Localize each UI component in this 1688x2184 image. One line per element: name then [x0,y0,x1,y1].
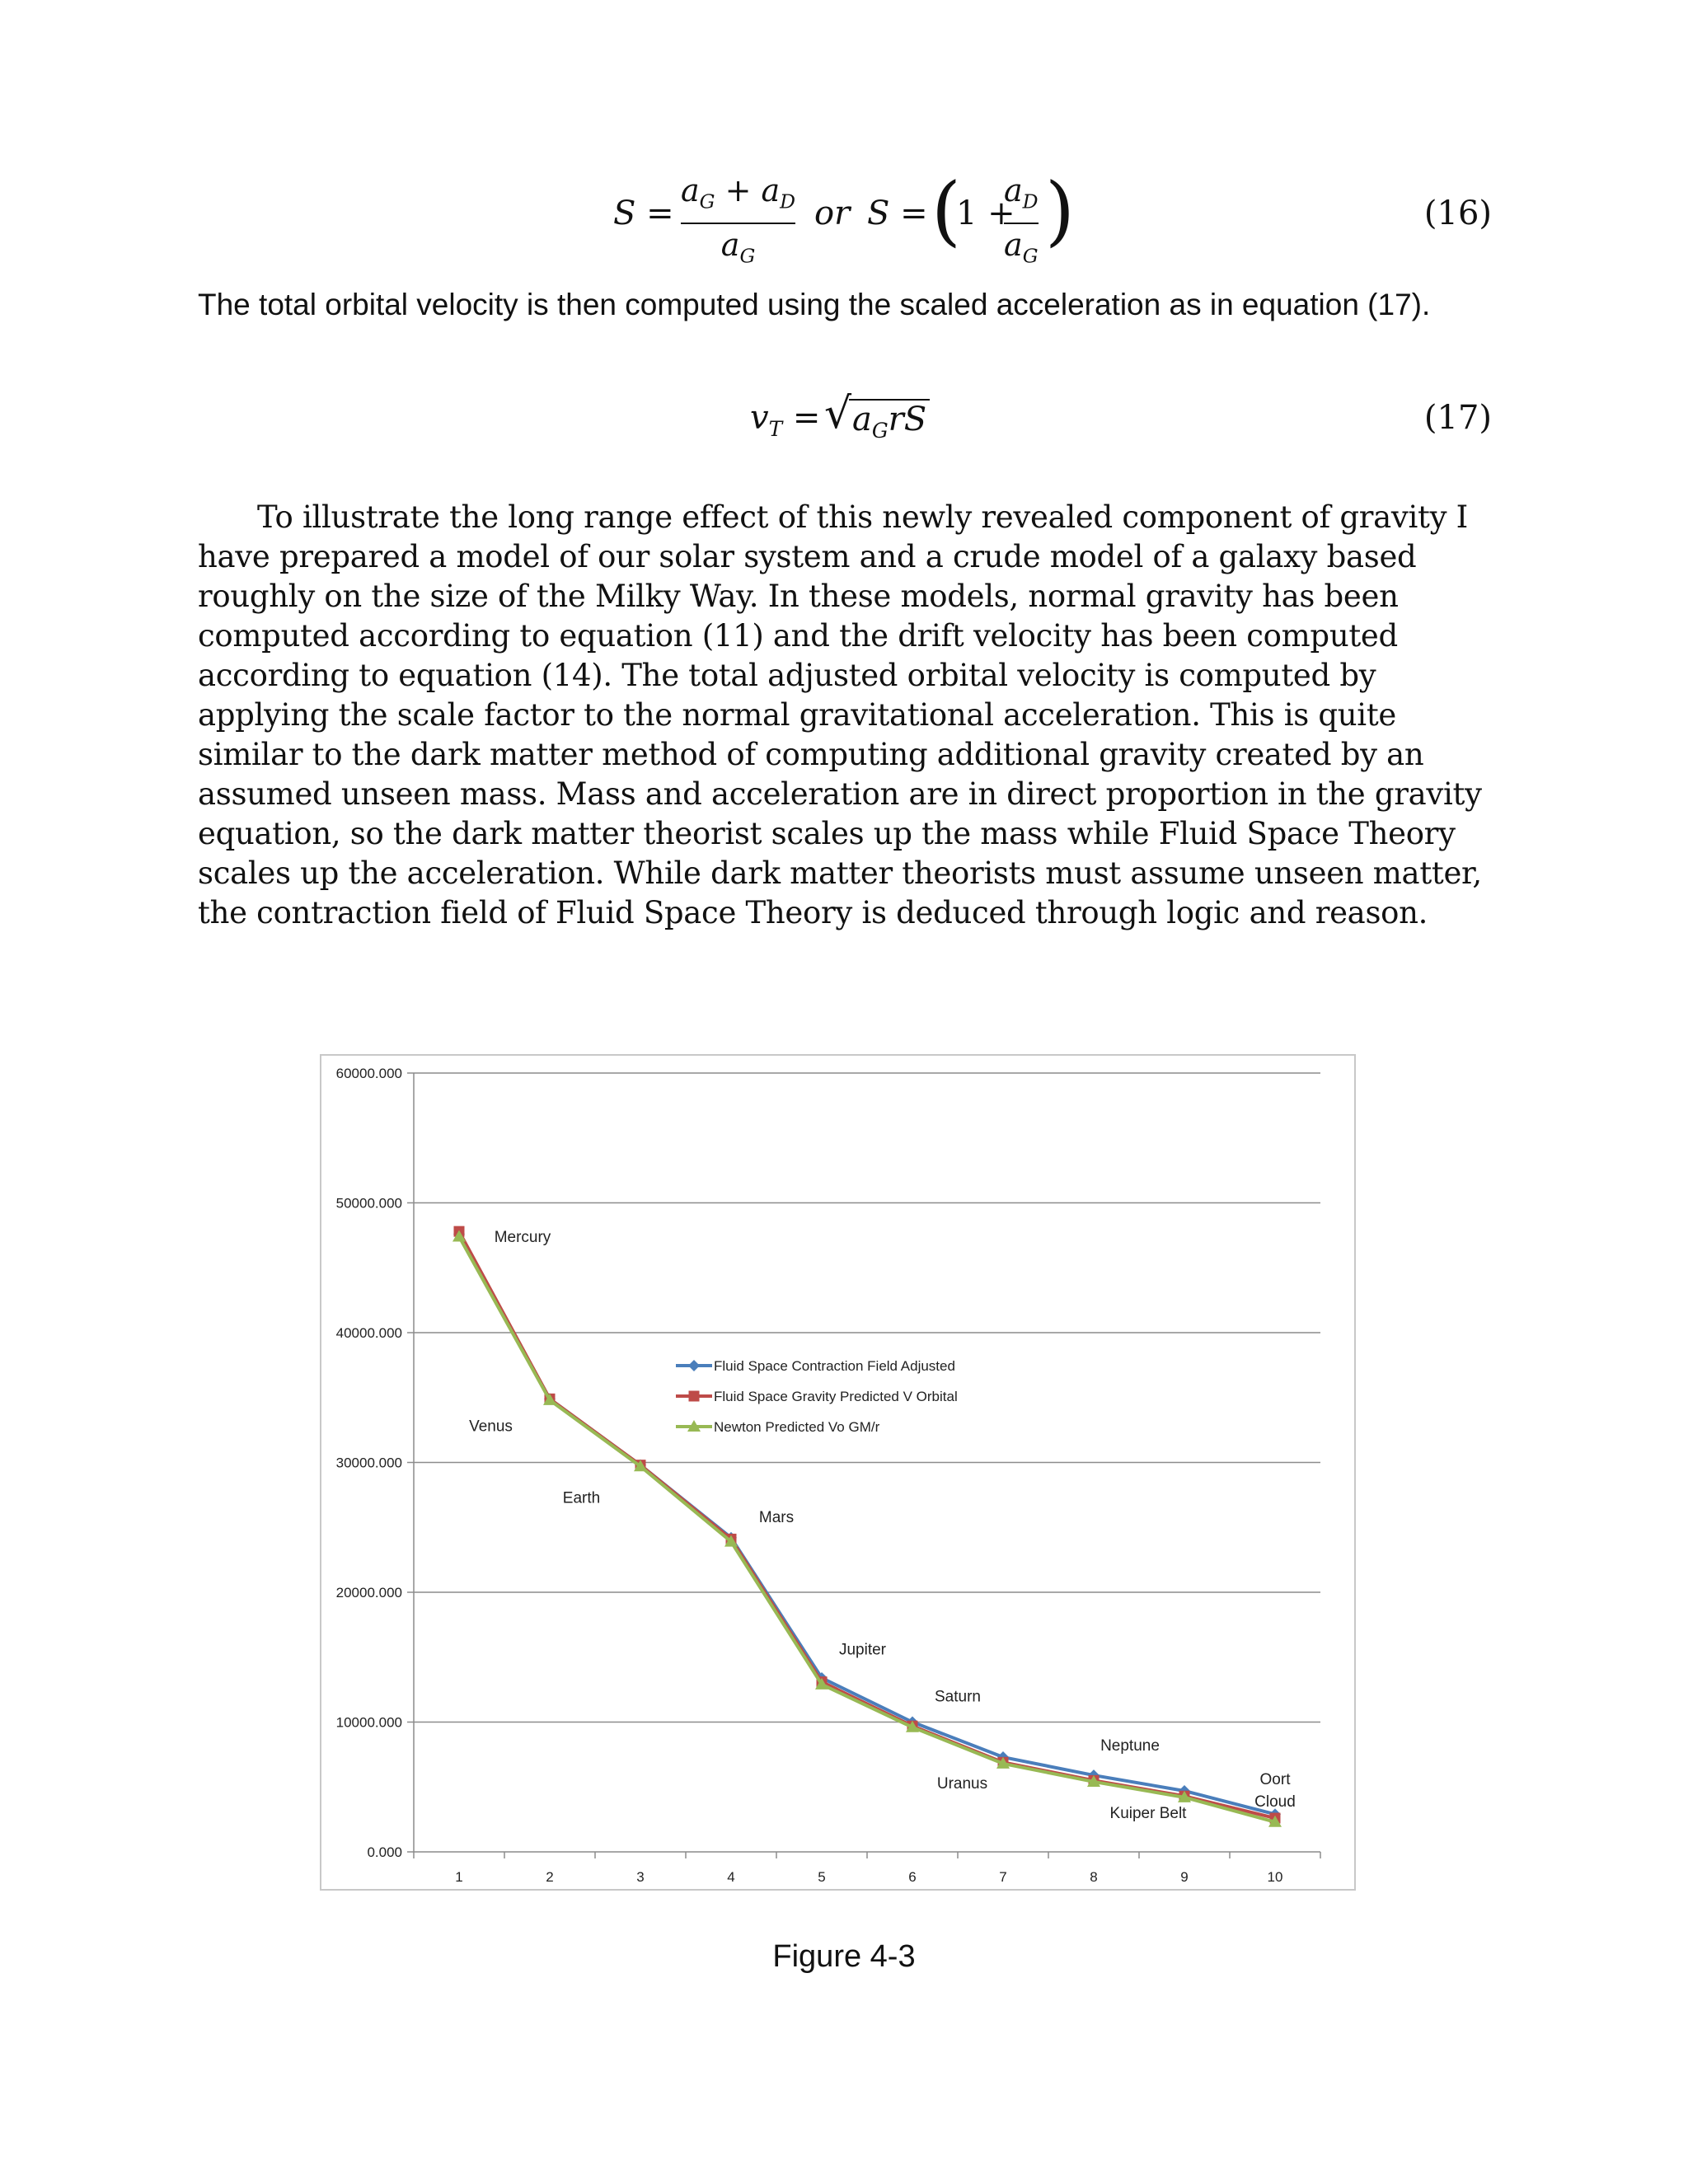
planet-label: Kuiper Belt [1109,1805,1187,1823]
series-group [453,1228,1281,1823]
x-tick-label: 2 [546,1869,554,1885]
x-tick-label: 7 [999,1869,1007,1885]
series-group [454,1226,1281,1824]
x-tick-label: 5 [818,1869,826,1885]
x-tick-label: 1 [455,1869,463,1885]
equation-16: S = $a_G + a_D$ $a_G$ or S = ( 1 + $a_D$ $a_G$ ) (16) [613,166,1492,268]
body-paragraph: To illustrate the long range effect of this newly revealed component of gravity I have prepared a model of our solar system and a crude model of a galaxy based roughly on the size of the Milky Way. In these models, normal gravity has been computed according to equation (11) and the drift velocity has been computed according to equation (14). The total adjusted orbital velocity is computed by applying the scale factor to the normal gravitational acceleration. This is quite similar to the dark matter method of computing additional gravity created by an assumed unseen mass. Mass and acceleration are in direct proportion in the gravity equation, so the dark matter theorist scales up the mass while Fluid Space Theory scales up the acceleration. While dark matter theorists must assume unseen matter, the contraction field of Fluid Space Theory is deduced through logic and reason. [198,499,1482,930]
series-line [459,1228,1275,1818]
data-point [689,1391,700,1402]
intro-paragraph: The total orbital velocity is then computed using the scaled acceleration as in equation (17). [198,288,1431,321]
y-tick-label: 50000.000 [335,1195,402,1212]
planet-label: Uranus [936,1774,988,1793]
y-tick-label: 40000.000 [335,1325,402,1341]
planet-label: Venus [469,1418,513,1436]
legend-entry: Fluid Space Contraction Field Adjusted [714,1358,955,1374]
x-tick-label: 4 [727,1869,735,1885]
chart-frame [320,1054,1356,1891]
data-point [688,1360,700,1371]
planet-label: Mercury [494,1228,551,1246]
planet-label: Oort [1259,1771,1291,1789]
planet-label: Cloud [1254,1793,1296,1811]
x-tick-label: 6 [908,1869,917,1885]
y-tick-label: 30000.000 [335,1455,402,1471]
series-line [459,1236,1275,1821]
x-tick-label: 3 [636,1869,645,1885]
x-tick-label: 8 [1090,1869,1098,1885]
x-tick-label: 10 [1267,1869,1283,1885]
planet-label: Earth [562,1489,601,1507]
equation-number: (17) [1423,399,1492,437]
planet-label: Mars [758,1508,795,1526]
x-tick-label: 9 [1180,1869,1189,1885]
series-line [459,1234,1275,1814]
planet-label: Saturn [935,1688,981,1706]
velocity-chart [321,1056,1354,1889]
figure-caption: Figure 4-3 [772,1939,916,1974]
equation-number: (16) [1423,194,1492,232]
y-tick-label: 60000.000 [335,1066,402,1081]
legend-entry: Newton Predicted Vo GM/r [714,1419,880,1435]
legend-entry: Fluid Space Gravity Predicted V Orbital [714,1389,958,1404]
planet-label: Neptune [1100,1737,1160,1755]
y-tick-label: 0.000 [367,1844,402,1860]
equation-17: $v_T$ = √ $a_GrS$ (17) [750,389,1492,443]
y-tick-label: 20000.000 [335,1585,402,1601]
planet-label: Jupiter [838,1641,887,1659]
y-tick-label: 10000.000 [335,1714,402,1731]
